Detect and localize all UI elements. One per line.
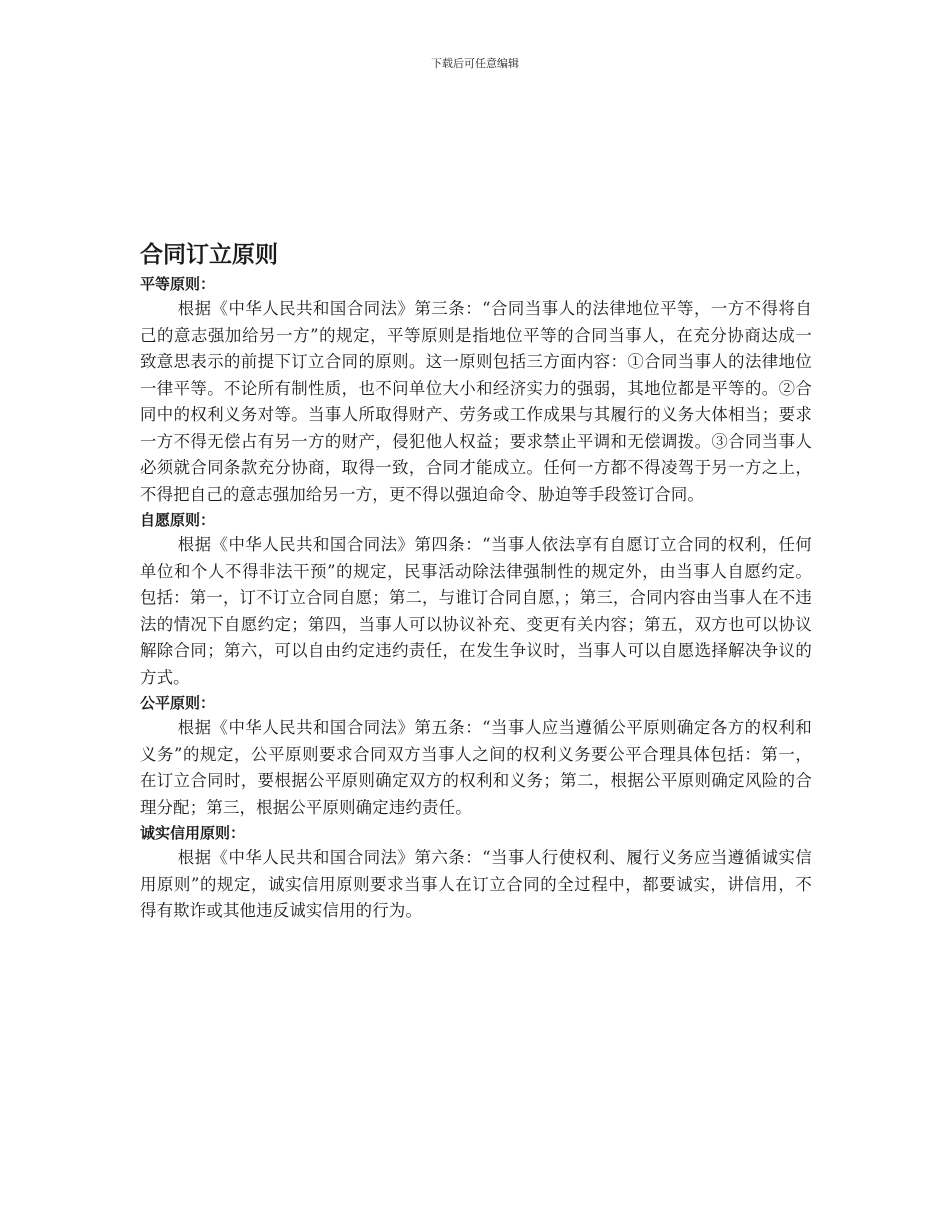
section-heading: 诚实信用原则： bbox=[140, 824, 246, 842]
section-fairness bbox=[140, 691, 812, 821]
section-paragraph: 根据《中华人民共和国合同法》第四条：“当事人依法享有自愿订立合同的权利，任何单位和个人不得非法干预”的规定，民事活动除法律强制性的规定外，由当事人自愿约定。包括：第一，订不订立合同自愿；第二，与谁订合同自愿，；第三，合同内容由当事人在不违法的情况下自愿约定；第四，当事人可以协议补充、变更有关内容；第五，双方也可以协议解除合同；第六，可以自由约定违约责任，在发生争议时，当事人可以自愿选择解决争议的方式。 bbox=[140, 535, 813, 687]
section-voluntariness bbox=[140, 508, 812, 691]
section-heading: 公平原则： bbox=[140, 694, 216, 712]
section-heading: 平等原则： bbox=[140, 275, 216, 293]
section-equality bbox=[140, 272, 812, 508]
section-paragraph: 根据《中华人民共和国合同法》第三条：“合同当事人的法律地位平等，一方不得将自己的意志强加给另一方”的规定，平等原则是指地位平等的合同当事人，在充分协商达成一致意思表示的前提下订立合同的原则。这一原则包括三方面内容：①合同当事人的法律地位一律平等。不论所有制性质，也不问单位大小和经济实力的强弱，其地位都是平等的。②合同中的权利义务对等。当事人所取得财产、劳务或工作成果与其履行的义务大体相当；要求一方不得无偿占有另一方的财产，侵犯他人权益；要求禁止平调和无偿调拨。③合同当事人必须就合同条款充分协商，取得一致，合同才能成立。任何一方都不得凌驾于另一方之上，不得把自己的意志强加给另一方，更不得以强迫命令、胁迫等手段签订合同。 bbox=[140, 299, 812, 504]
section-paragraph: 根据《中华人民共和国合同法》第六条：“当事人行使权利、履行义务应当遵循诚实信用原则”的规定，诚实信用原则要求当事人在订立合同的全过程中，都要诚实，讲信用，不得有欺诈或其他违反诚实信用的行为。 bbox=[140, 848, 812, 920]
document-body bbox=[140, 238, 812, 925]
section-good-faith bbox=[140, 821, 812, 925]
section-paragraph: 根据《中华人民共和国合同法》第五条：“当事人应当遵循公平原则确定各方的权利和义务”的规定，公平原则要求合同双方当事人之间的权利义务要公平合理具体包括：第一，在订立合同时，要根据公平原则确定双方的权利和义务；第二，根据公平原则确定风险的合理分配；第三，根据公平原则确定违约责任。 bbox=[140, 718, 812, 817]
page-header: 下载后可任意编辑 bbox=[431, 57, 519, 70]
document-title: 合同订立原则 bbox=[140, 242, 278, 268]
section-heading: 自愿原则： bbox=[140, 511, 216, 529]
